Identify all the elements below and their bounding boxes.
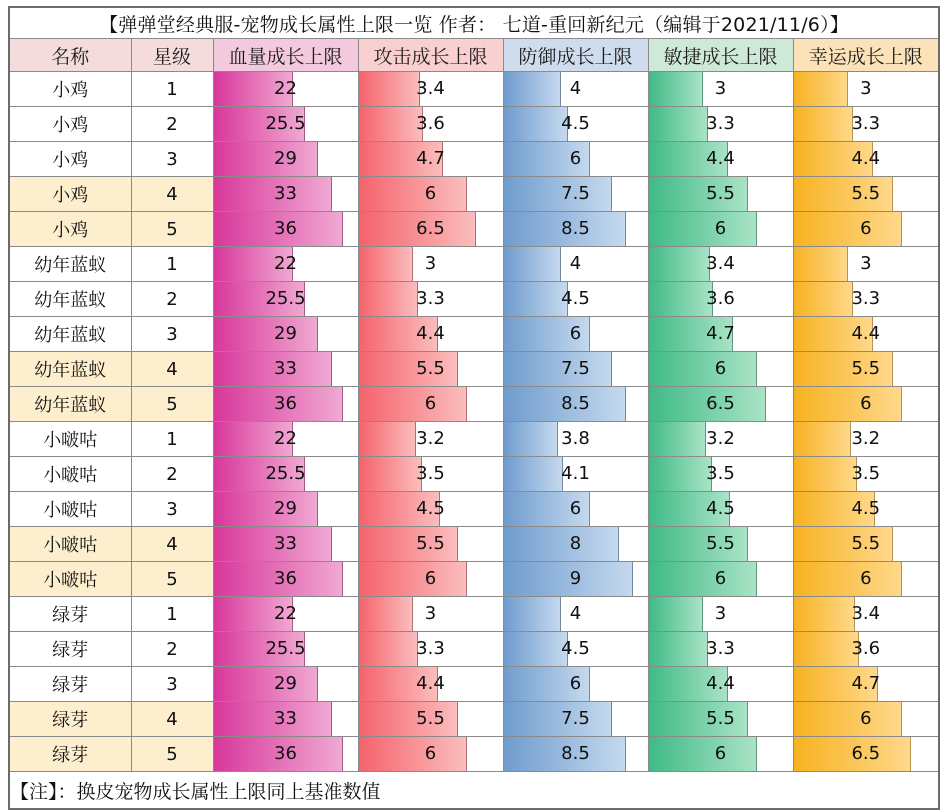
def-bar-cell [503, 387, 648, 422]
hp-bar-cell [213, 667, 358, 702]
agi-value: 3.4 [706, 253, 735, 274]
agi-value: 3.3 [706, 113, 735, 134]
table-row [9, 317, 939, 352]
star-level-cell: 3 [131, 667, 213, 702]
def-bar-cell [503, 492, 648, 527]
star-level-cell: 4 [131, 527, 213, 562]
atk-value: 6 [424, 568, 437, 589]
pet-name-cell: 幼年蓝蚁 [9, 387, 131, 422]
agi-bar-cell [648, 107, 793, 142]
column-header-luk: 幸运成长上限 [793, 39, 939, 72]
luk-value: 3 [860, 253, 872, 274]
table-body [9, 72, 939, 772]
hp-bar-cell [213, 527, 358, 562]
luk-bar-cell [793, 317, 939, 352]
agi-value: 3.2 [706, 428, 735, 449]
note-row [9, 772, 939, 810]
agi-value: 3 [714, 603, 727, 624]
def-bar-cell [503, 667, 648, 702]
star-level-cell: 1 [131, 247, 213, 282]
agi-bar-cell [648, 737, 793, 772]
agi-bar-cell [648, 247, 793, 282]
atk-value: 4.7 [416, 148, 445, 169]
luk-value: 5.5 [851, 533, 881, 554]
agi-bar-cell [648, 527, 793, 562]
hp-bar-cell [213, 597, 358, 632]
table-row [9, 72, 939, 107]
atk-value: 4.4 [416, 673, 445, 694]
atk-bar-cell [358, 352, 503, 387]
atk-value: 6.5 [416, 218, 445, 239]
hp-bar-cell [213, 492, 358, 527]
star-level-cell: 2 [131, 107, 213, 142]
agi-bar-cell [648, 422, 793, 457]
def-bar-cell [503, 177, 648, 212]
pet-name-cell: 小鸡 [9, 177, 131, 212]
atk-bar-cell [358, 457, 503, 492]
hp-value: 33 [274, 358, 297, 379]
pet-name-cell: 幼年蓝蚁 [9, 247, 131, 282]
atk-bar-cell [358, 702, 503, 737]
def-bar-cell [503, 737, 648, 772]
atk-bar-cell [358, 72, 503, 107]
hp-value: 25.5 [265, 113, 306, 134]
def-value: 8.5 [561, 743, 590, 764]
hp-value: 36 [274, 393, 297, 414]
pet-name-cell: 小鸡 [9, 212, 131, 247]
luk-bar-cell [793, 247, 939, 282]
pet-name-cell: 幼年蓝蚁 [9, 282, 131, 317]
luk-value: 5.5 [851, 358, 881, 379]
table-row [9, 527, 939, 562]
pet-name-cell: 幼年蓝蚁 [9, 317, 131, 352]
luk-bar-cell [793, 72, 939, 107]
atk-value: 6 [424, 743, 437, 764]
column-header-agi: 敏捷成长上限 [648, 39, 793, 72]
luk-bar-cell [793, 352, 939, 387]
luk-bar-cell [793, 387, 939, 422]
star-level-cell: 3 [131, 492, 213, 527]
hp-value: 22 [274, 603, 297, 624]
column-header-name: 名称 [9, 39, 131, 72]
agi-value: 6 [714, 218, 727, 239]
luk-value: 3.3 [851, 113, 881, 134]
hp-bar-cell [213, 702, 358, 737]
star-level-cell: 5 [131, 737, 213, 772]
def-value: 8.5 [561, 218, 590, 239]
pet-name-cell: 小鸡 [9, 107, 131, 142]
luk-value: 3 [860, 78, 872, 99]
atk-value: 3 [424, 253, 437, 274]
luk-value: 4.4 [851, 323, 881, 344]
hp-value: 33 [274, 533, 297, 554]
luk-value: 3.6 [851, 638, 881, 659]
atk-value: 5.5 [416, 708, 445, 729]
luk-value: 5.5 [851, 183, 881, 204]
atk-value: 5.5 [416, 358, 445, 379]
hp-bar-cell [213, 422, 358, 457]
pet-name-cell: 小鸡 [9, 72, 131, 107]
hp-value: 33 [274, 183, 297, 204]
def-bar-cell [503, 212, 648, 247]
title-row [9, 7, 939, 39]
agi-bar-cell [648, 457, 793, 492]
table-row [9, 632, 939, 667]
def-value: 4 [569, 78, 582, 99]
def-bar-cell [503, 632, 648, 667]
agi-value: 6 [714, 568, 727, 589]
def-bar-cell [503, 107, 648, 142]
table-row [9, 107, 939, 142]
luk-bar-cell [793, 492, 939, 527]
agi-bar-cell [648, 142, 793, 177]
hp-bar-cell [213, 562, 358, 597]
pet-name-cell: 小啵咕 [9, 492, 131, 527]
column-header-def: 防御成长上限 [503, 39, 648, 72]
def-value: 3.8 [561, 428, 590, 449]
luk-bar-cell [793, 107, 939, 142]
agi-value: 6 [714, 358, 727, 379]
agi-bar-cell [648, 702, 793, 737]
luk-value: 6 [860, 568, 872, 589]
def-bar-cell [503, 247, 648, 282]
star-level-cell: 2 [131, 282, 213, 317]
pet-name-cell: 绿芽 [9, 597, 131, 632]
hp-value: 22 [274, 253, 297, 274]
agi-bar-cell [648, 282, 793, 317]
agi-value: 4.7 [706, 323, 735, 344]
table-row [9, 667, 939, 702]
column-header-atk: 攻击成长上限 [358, 39, 503, 72]
table-row [9, 457, 939, 492]
atk-bar-cell [358, 492, 503, 527]
luk-value: 6 [860, 218, 872, 239]
agi-bar-cell [648, 562, 793, 597]
atk-bar-cell [358, 422, 503, 457]
hp-bar-cell [213, 632, 358, 667]
atk-value: 3.4 [416, 78, 445, 99]
hp-value: 22 [274, 78, 297, 99]
star-level-cell: 4 [131, 177, 213, 212]
atk-bar-cell [358, 212, 503, 247]
atk-bar-cell [358, 177, 503, 212]
agi-value: 4.5 [706, 498, 735, 519]
agi-value: 5.5 [706, 183, 735, 204]
table-row [9, 562, 939, 597]
def-value: 8 [569, 533, 582, 554]
star-level-cell: 1 [131, 422, 213, 457]
star-level-cell: 2 [131, 457, 213, 492]
def-bar-cell [503, 527, 648, 562]
atk-bar-cell [358, 562, 503, 597]
def-bar-cell [503, 282, 648, 317]
luk-bar-cell [793, 142, 939, 177]
agi-value: 3.6 [706, 288, 735, 309]
star-level-cell: 5 [131, 387, 213, 422]
atk-bar-cell [358, 142, 503, 177]
hp-bar-cell [213, 212, 358, 247]
atk-bar-cell [358, 737, 503, 772]
agi-bar-cell [648, 492, 793, 527]
atk-value: 3.6 [416, 113, 445, 134]
atk-bar-cell [358, 597, 503, 632]
atk-bar-cell [358, 667, 503, 702]
table-row [9, 142, 939, 177]
atk-bar-cell [358, 527, 503, 562]
def-value: 4.5 [561, 638, 590, 659]
agi-bar-cell [648, 177, 793, 212]
hp-bar-cell [213, 177, 358, 212]
def-value: 7.5 [561, 183, 590, 204]
agi-value: 3.3 [706, 638, 735, 659]
table-row [9, 177, 939, 212]
hp-value: 25.5 [265, 288, 306, 309]
pet-name-cell: 幼年蓝蚁 [9, 352, 131, 387]
def-value: 4 [569, 603, 582, 624]
agi-value: 5.5 [706, 533, 735, 554]
def-value: 4 [569, 253, 582, 274]
luk-bar-cell [793, 562, 939, 597]
pet-name-cell: 小啵咕 [9, 422, 131, 457]
luk-bar-cell [793, 422, 939, 457]
def-bar-cell [503, 562, 648, 597]
hp-value: 22 [274, 428, 297, 449]
pet-name-cell: 绿芽 [9, 702, 131, 737]
luk-value: 6 [860, 708, 872, 729]
table-row [9, 597, 939, 632]
agi-value: 5.5 [706, 708, 735, 729]
pet-name-cell: 绿芽 [9, 737, 131, 772]
atk-value: 3.5 [416, 463, 445, 484]
hp-bar-cell [213, 737, 358, 772]
agi-bar-cell [648, 632, 793, 667]
agi-value: 4.4 [706, 148, 735, 169]
def-value: 7.5 [561, 358, 590, 379]
hp-value: 29 [274, 148, 297, 169]
def-value: 6 [569, 498, 582, 519]
hp-value: 25.5 [265, 638, 306, 659]
luk-value: 3.3 [851, 288, 881, 309]
hp-bar-cell [213, 457, 358, 492]
hp-bar-cell [213, 142, 358, 177]
agi-value: 4.4 [706, 673, 735, 694]
def-value: 8.5 [561, 393, 590, 414]
luk-bar-cell [793, 177, 939, 212]
agi-bar-cell [648, 352, 793, 387]
hp-bar-cell [213, 317, 358, 352]
star-level-cell: 4 [131, 352, 213, 387]
atk-value: 5.5 [416, 533, 445, 554]
footnote: 【注】：换皮宠物成长属性上限同上基准数值 [9, 772, 939, 810]
def-bar-cell [503, 422, 648, 457]
pet-name-cell: 绿芽 [9, 632, 131, 667]
luk-value: 6 [860, 393, 872, 414]
star-level-cell: 1 [131, 72, 213, 107]
atk-value: 6 [424, 183, 437, 204]
atk-value: 6 [424, 393, 437, 414]
agi-value: 6.5 [706, 393, 735, 414]
def-bar-cell [503, 352, 648, 387]
hp-bar-cell [213, 387, 358, 422]
agi-bar-cell [648, 387, 793, 422]
luk-value: 3.4 [851, 603, 881, 624]
table-row [9, 737, 939, 772]
star-level-cell: 5 [131, 212, 213, 247]
atk-bar-cell [358, 317, 503, 352]
luk-value: 3.2 [851, 428, 881, 449]
agi-bar-cell [648, 597, 793, 632]
pet-name-cell: 小啵咕 [9, 562, 131, 597]
luk-value: 4.5 [851, 498, 881, 519]
atk-bar-cell [358, 282, 503, 317]
luk-bar-cell [793, 667, 939, 702]
agi-value: 3.5 [706, 463, 735, 484]
atk-value: 3 [424, 603, 437, 624]
table-row [9, 702, 939, 737]
def-value: 6 [569, 148, 582, 169]
def-value: 4.5 [561, 288, 590, 309]
hp-bar-cell [213, 107, 358, 142]
atk-bar-cell [358, 107, 503, 142]
agi-value: 6 [714, 743, 727, 764]
star-level-cell: 3 [131, 317, 213, 352]
atk-bar-cell [358, 247, 503, 282]
page-title: 【弹弹堂经典服-宠物成长属性上限一览 作者： 七道-重回新纪元（编辑于2021/11/6）】 [9, 7, 939, 39]
atk-bar-cell [358, 387, 503, 422]
table-row [9, 387, 939, 422]
hp-bar-cell [213, 72, 358, 107]
atk-value: 3.3 [416, 288, 445, 309]
luk-bar-cell [793, 737, 939, 772]
agi-bar-cell [648, 317, 793, 352]
pet-name-cell: 绿芽 [9, 667, 131, 702]
header-row [9, 39, 939, 72]
hp-value: 29 [274, 323, 297, 344]
luk-bar-cell [793, 597, 939, 632]
luk-bar-cell [793, 282, 939, 317]
table-row [9, 492, 939, 527]
def-value: 4.5 [561, 113, 590, 134]
pet-name-cell: 小啵咕 [9, 457, 131, 492]
column-header-star: 星级 [131, 39, 213, 72]
def-bar-cell [503, 702, 648, 737]
table-row [9, 212, 939, 247]
def-bar-cell [503, 317, 648, 352]
hp-value: 29 [274, 498, 297, 519]
luk-bar-cell [793, 702, 939, 737]
def-bar-cell [503, 142, 648, 177]
atk-bar-cell [358, 632, 503, 667]
def-bar-cell [503, 597, 648, 632]
star-level-cell: 2 [131, 632, 213, 667]
hp-bar-cell [213, 282, 358, 317]
hp-value: 33 [274, 708, 297, 729]
hp-bar-cell [213, 247, 358, 282]
luk-bar-cell [793, 457, 939, 492]
star-level-cell: 3 [131, 142, 213, 177]
atk-value: 3.3 [416, 638, 445, 659]
pet-name-cell: 小啵咕 [9, 527, 131, 562]
atk-value: 3.2 [416, 428, 445, 449]
agi-bar-cell [648, 667, 793, 702]
agi-value: 3 [714, 78, 727, 99]
agi-bar-cell [648, 212, 793, 247]
hp-value: 36 [274, 568, 297, 589]
table-row [9, 422, 939, 457]
table-row [9, 352, 939, 387]
column-header-hp: 血量成长上限 [213, 39, 358, 72]
luk-bar-cell [793, 212, 939, 247]
luk-value: 6.5 [851, 743, 881, 764]
atk-value: 4.4 [416, 323, 445, 344]
pet-name-cell: 小鸡 [9, 142, 131, 177]
luk-bar-cell [793, 632, 939, 667]
hp-value: 25.5 [265, 463, 306, 484]
def-value: 4.1 [561, 463, 590, 484]
star-level-cell: 5 [131, 562, 213, 597]
def-value: 7.5 [561, 708, 590, 729]
def-value: 9 [569, 568, 582, 589]
def-value: 6 [569, 323, 582, 344]
luk-value: 4.4 [851, 148, 881, 169]
def-bar-cell [503, 72, 648, 107]
agi-bar-cell [648, 72, 793, 107]
def-value: 6 [569, 673, 582, 694]
luk-bar-cell [793, 527, 939, 562]
star-level-cell: 4 [131, 702, 213, 737]
atk-value: 4.5 [416, 498, 445, 519]
pet-growth-table [8, 6, 940, 810]
luk-value: 4.7 [851, 673, 881, 694]
luk-value: 3.5 [851, 463, 881, 484]
def-bar-cell [503, 457, 648, 492]
hp-bar-cell [213, 352, 358, 387]
hp-value: 36 [274, 218, 297, 239]
table-row [9, 247, 939, 282]
star-level-cell: 1 [131, 597, 213, 632]
hp-value: 29 [274, 673, 297, 694]
hp-value: 36 [274, 743, 297, 764]
table-row [9, 282, 939, 317]
